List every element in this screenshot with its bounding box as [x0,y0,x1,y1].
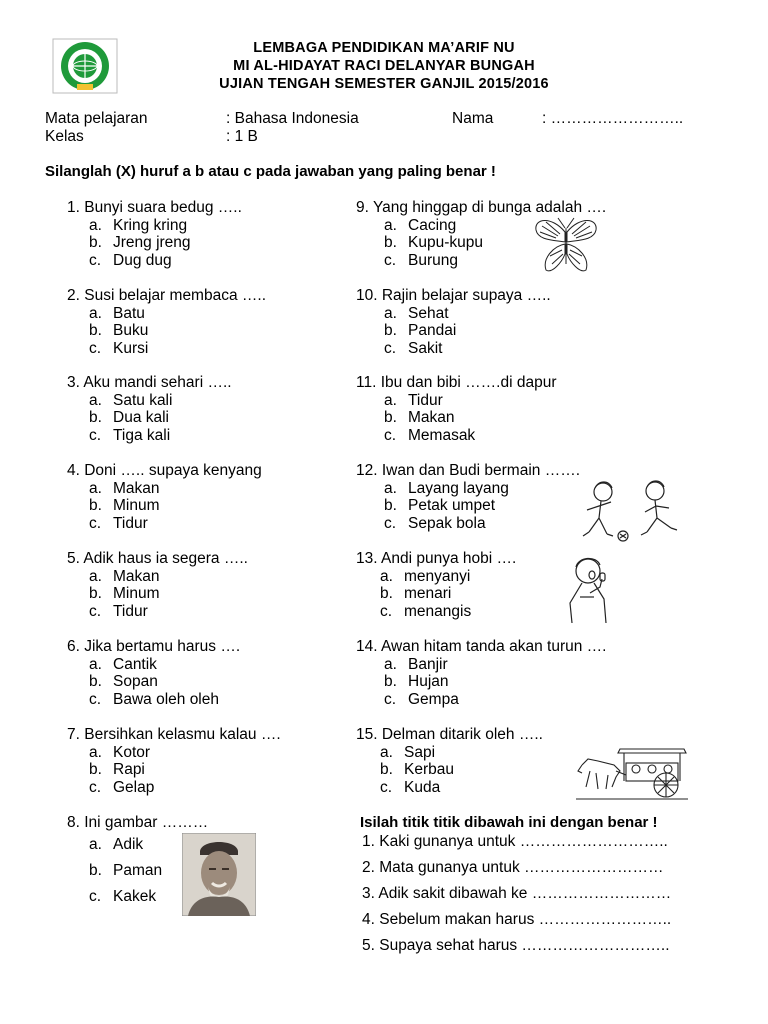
fill-item: 1. Kaki gunanya untuk ……………………….. [362,833,668,850]
option-letter: c. [384,251,397,269]
option-letter: c. [380,602,393,620]
option-text: Banjir [408,655,448,673]
answer-option[interactable] [356,427,556,445]
option-text: Tidur [408,391,443,409]
question [356,374,556,444]
question-stem: 13. Andi punya hobi …. [356,550,517,567]
answer-option[interactable] [356,409,556,427]
butterfly-icon [532,214,600,276]
answer-option[interactable] [67,427,232,445]
answer-option[interactable] [67,779,281,797]
question [67,287,266,357]
option-letter: b. [89,585,102,602]
option-text: Kerbau [404,761,454,778]
answer-option[interactable] [67,234,242,252]
option-text: Sakit [408,339,443,357]
option-text: Layang layang [408,479,509,497]
kids-playing-football-icon [575,478,685,544]
question [356,462,580,532]
option-text: Paman [113,861,163,879]
option-letter: c. [89,778,102,796]
header-line-1: LEMBAGA PENDIDIKAN MA’ARIF NU [253,40,515,56]
option-letter: b. [89,409,102,426]
option-letter: c. [89,887,102,905]
option-letter: a. [384,391,397,409]
question-stem: 8. Ini gambar ……… [67,814,209,831]
option-letter: c. [89,251,102,269]
option-text: Gelap [113,778,155,796]
answer-option[interactable] [356,340,551,358]
answer-option[interactable] [356,656,606,674]
option-letter: c. [89,514,102,532]
question-stem: 4. Doni ….. supaya kenyang [67,462,262,479]
option-text: Jreng jreng [113,234,191,251]
header-line-2: MI AL-HIDAYAT RACI DELANYAR BUNGAH [233,58,535,74]
horse-cart-icon [576,741,688,801]
option-text: Minum [113,585,160,602]
option-text: Burung [408,251,458,269]
option-letter: b. [89,497,102,514]
answer-option[interactable] [67,217,242,235]
option-text: Pandai [408,322,457,339]
answer-option[interactable] [67,497,262,515]
option-text: Tiga kali [113,426,171,444]
option-letter: b. [89,861,102,879]
option-text: Tidur [113,602,148,620]
option-text: Satu kali [113,391,173,409]
answer-option[interactable] [356,568,516,586]
question-stem: 10. Rajin belajar supaya ….. [356,287,551,304]
option-text: Adik [113,835,144,853]
option-letter: a. [89,655,102,673]
answer-option[interactable] [67,744,281,762]
question [356,638,606,708]
answer-option[interactable] [356,744,543,762]
answer-option[interactable] [67,603,248,621]
question [356,726,543,796]
answer-option[interactable] [356,322,551,340]
option-text: Makan [113,567,160,585]
question-stem: 5. Adik haus ia segera ….. [67,550,248,567]
question [356,550,516,620]
answer-option[interactable] [67,673,240,691]
class-value: : 1 B [226,128,258,145]
option-letter: c. [89,426,102,444]
answer-option[interactable] [67,656,240,674]
option-text: Dug dug [113,251,172,269]
answer-option[interactable] [67,340,266,358]
option-text: Minum [113,497,160,514]
option-text: Sopan [113,673,158,690]
answer-option[interactable] [67,252,242,270]
question [67,374,232,444]
answer-option[interactable] [356,779,543,797]
option-letter: b. [380,761,393,778]
question [67,462,262,532]
answer-option[interactable] [356,392,556,410]
option-text: Buku [113,322,149,339]
option-letter: b. [384,409,397,426]
answer-option[interactable] [356,691,606,709]
question [67,550,248,620]
question-stem: 9. Yang hinggap di bunga adalah …. [356,199,607,216]
option-text: Gempa [408,690,459,708]
option-letter: a. [384,479,397,497]
option-letter: c. [384,339,397,357]
option-text: Sepak bola [408,514,486,532]
option-text: menari [404,585,452,602]
option-text: Kring kring [113,216,188,234]
option-letter: c. [384,514,397,532]
option-letter: b. [89,761,102,778]
answer-option[interactable] [67,305,266,323]
option-letter: b. [384,673,397,690]
answer-option[interactable] [356,497,580,515]
option-letter: a. [89,391,102,409]
old-man-photo-icon [182,833,256,916]
answer-option[interactable] [67,515,262,533]
option-letter: a. [89,743,102,761]
question [67,638,240,708]
fill-item: 2. Mata gunanya untuk ……………………… [362,859,664,876]
subject-label: Mata pelajaran [45,110,148,127]
option-text: Tidur [113,514,148,532]
option-text: Cantik [113,655,157,673]
instruction: Silanglah (X) huruf a b atau c pada jawaban yang paling benar ! [45,163,496,180]
option-text: Kupu-kupu [408,234,483,251]
answer-option[interactable] [356,305,551,323]
option-letter: a. [89,216,102,234]
answer-option[interactable] [67,409,232,427]
answer-option[interactable] [356,515,580,533]
option-text: menangis [404,602,472,620]
option-text: Bawa oleh oleh [113,690,219,708]
option-text: Kotor [113,743,151,761]
option-text: Petak umpet [408,497,496,514]
option-letter: b. [89,673,102,690]
question-stem: 15. Delman ditarik oleh ….. [356,726,543,743]
option-letter: a. [384,655,397,673]
answer-option[interactable] [356,585,516,603]
option-text: Cacing [408,216,457,234]
answer-option[interactable] [67,691,240,709]
option-letter: c. [384,426,397,444]
option-letter: a. [89,304,102,322]
option-text: Kuda [404,778,441,796]
subject-value: : Bahasa Indonesia [226,110,359,127]
class-label: Kelas [45,128,84,145]
option-letter: a. [384,304,397,322]
question [67,199,242,269]
option-text: Sehat [408,304,449,322]
question [356,287,551,357]
answer-option[interactable] [356,761,543,779]
question-stem: 7. Bersihkan kelasmu kalau …. [67,726,281,743]
option-letter: b. [89,234,102,251]
option-letter: c. [89,602,102,620]
option-letter: a. [380,567,393,585]
question-stem: 3. Aku mandi sehari ….. [67,374,232,391]
question-stem: 14. Awan hitam tanda akan turun …. [356,638,607,655]
header-line-3: UJIAN TENGAH SEMESTER GANJIL 2015/2016 [219,76,549,92]
option-letter: a. [384,216,397,234]
option-letter: c. [89,339,102,357]
answer-option[interactable] [67,480,262,498]
option-text: Kakek [113,887,157,905]
fill-item: 3. Adik sakit dibawah ke ……………………… [362,885,672,902]
option-text: menyanyi [404,567,471,585]
option-letter: b. [89,322,102,339]
option-letter: a. [89,835,102,853]
answer-option[interactable] [67,568,248,586]
option-text: Sapi [404,743,436,761]
option-text: Hujan [408,673,449,690]
option-text: Makan [113,479,160,497]
question [67,726,281,796]
question-stem: 11. Ibu dan bibi …….di dapur [356,374,557,391]
boy-singing-icon [560,553,622,625]
option-text: Rapi [113,761,145,778]
question-stem: 6. Jika bertamu harus …. [67,638,241,655]
question-stem: 12. Iwan dan Budi bermain ……. [356,462,581,479]
option-text: Dua kali [113,409,169,426]
question-stem: 2. Susi belajar membaca ….. [67,287,267,304]
option-letter: c. [89,690,102,708]
option-letter: b. [384,497,397,514]
answer-option[interactable] [356,603,516,621]
answer-option[interactable] [67,585,248,603]
answer-option[interactable] [67,392,232,410]
option-letter: b. [384,322,397,339]
fill-item: 5. Supaya sehat harus ……………………….. [362,937,670,954]
question-stem: 1. Bunyi suara bedug ….. [67,199,242,216]
name-label: Nama [452,110,494,127]
option-letter: a. [89,479,102,497]
option-text: Memasak [408,426,476,444]
fill-item: 4. Sebelum makan harus …………………….. [362,911,672,928]
option-letter: b. [380,585,393,602]
answer-option[interactable] [67,322,266,340]
option-letter: a. [380,743,393,761]
answer-option[interactable] [356,673,606,691]
fill-section-title: Isilah titik titik dibawah ini dengan benar ! [360,814,658,831]
answer-option[interactable] [356,480,580,498]
name-value: : …………………….. [542,110,684,127]
option-letter: c. [380,778,393,796]
option-text: Kursi [113,339,149,357]
option-letter: b. [384,234,397,251]
option-text: Batu [113,304,145,322]
option-letter: a. [89,567,102,585]
option-letter: c. [384,690,397,708]
answer-option[interactable] [67,761,281,779]
option-text: Makan [408,409,455,426]
